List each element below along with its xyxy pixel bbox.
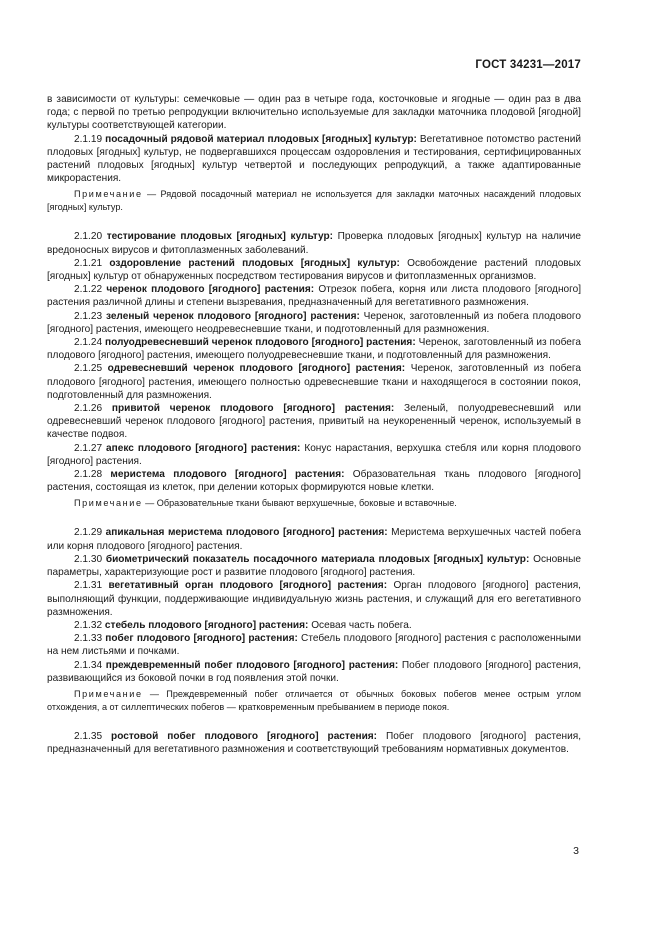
- term-2-1-30: 2.1.30 биометрический показатель посадочного материала плодовых [ягодных] культур: Основные параметры, характеризующие рост и развитие плодового [ягодного] растения.: [47, 553, 581, 579]
- term-2-1-35: 2.1.35 ростовой побег плодового [ягодного] растения: Побег плодового [ягодного] растения, предназначенный для вегетативного размножения и соответствующий требованиям нормативных документов.: [47, 730, 581, 756]
- page-number: 3: [573, 845, 579, 857]
- term-2-1-20: 2.1.20 тестирование плодовых [ягодных] культур: Проверка плодовых [ягодных] культур на наличие вредоносных вирусов и фитоплазменных заболеваний.: [47, 231, 582, 256]
- term-2-1-32: 2.1.32 стебель плодового [ягодного] растения: Осевая часть побега.: [74, 619, 412, 631]
- paragraph-continuation: в зависимости от культуры: семечковые — один раз в четыре года, косточковые и ягодные — один раз в два года; с первой по третью репродукции включительно используемые для закладки маточника плодовой [ягодной] культуры соответствующей категории.: [47, 94, 581, 132]
- note: Примечание — Образовательные ткани бывают верхушечные, боковые и вставочные.: [74, 498, 457, 509]
- note: Примечание — Преждевременный побег отличается от обычных боковых побегов менее острым углом отхождения, а от силлептических побегов — кратковременным пребыванием в периоде покоя.: [47, 688, 581, 712]
- term-2-1-23: 2.1.23 зеленый черенок плодового [ягодного] растения: Черенок, заготовленный из побега плодового [ягодного] растения, имеющего неодревесневшие ткани, и подготовленный для размножения.: [47, 310, 581, 335]
- term-2-1-24: 2.1.24 полуодревесневший черенок плодового [ягодного] растения: Черенок, заготовленный из побега плодового [ягодного] растения, имеющего полуодревесневшие ткани, и подготовленный для размножения.: [47, 337, 581, 362]
- term-2-1-26: 2.1.26 привитой черенок плодового [ягодного] растения: Зеленый, полуодревесневший или одревесневший черенок плодового [ягодного] растения, привитый на неукорененный черенок, используемый в качестве подвоя.: [47, 403, 581, 441]
- document-body: [47, 93, 581, 756]
- term-2-1-22: 2.1.22 черенок плодового [ягодного] растения: Отрезок побега, корня или листа плодового [ягодного] растения различной длины и степени вызревания, предназначенный для вегетативного размножения.: [47, 284, 582, 309]
- term-2-1-31: 2.1.31 вегетативный орган плодового [ягодного] растения: Орган плодового [ягодного] растения, выполняющий функции, поддерживающие индивидуальную жизнь растения, и служащий для его вегетативного размножения.: [47, 580, 581, 618]
- note: Примечание — Рядовой посадочный материал не используется для закладки маточных насаждений плодовых [ягодных] культур.: [47, 189, 581, 213]
- term-2-1-27: 2.1.27 апекс плодового [ягодного] растения: Конус нарастания, верхушка стебля или корня плодового [ягодного] растения.: [47, 442, 581, 467]
- term-2-1-34: 2.1.34 преждевременный побег плодового [ягодного] растения: Побег плодового [ягодного] растения, развивающийся из боковой почки в год появления этой почки.: [47, 659, 582, 684]
- term-2-1-21: 2.1.21 оздоровление растений плодовых [ягодных] культур: Освобождение растений плодовых [ягодных] культур от обнаруженных посредством тестирования вирусов и фитоплазменных организмов.: [47, 257, 581, 283]
- term-2-1-28: 2.1.28 меристема плодового [ягодного] растения: Образовательная ткань плодового [ягодного] растения, состоящая из клеток, при делении которых формируются новые клетки.: [47, 469, 581, 494]
- term-2-1-19: 2.1.19 посадочный рядовой материал плодовых [ягодных] культур: Вегетативное потомство растений плодовых [ягодных] культур, не подвергавшихся процессам оздоровления и тестирования, сертифицированных растений плодовых [ягодных] культур четвертой и последующих репродукций, а также адаптированные микрорастения.: [47, 133, 581, 185]
- standard-title: ГОСТ 34231—2017: [475, 59, 581, 71]
- term-2-1-29: 2.1.29 апикальная меристема плодового [ягодного] растения: Меристема верхушечных частей побега или корня плодового [ягодного] растения.: [47, 527, 581, 552]
- term-2-1-33: 2.1.33 побег плодового [ягодного] растения: Стебель плодового [ягодного] растения с расположенными на нем листьями и почками.: [47, 633, 582, 658]
- term-2-1-25: 2.1.25 одревесневший черенок плодового [ягодного] растения: Черенок, заготовленный из побега плодового [ягодного] растения, имеющего полностью одревесневшие ткани и находящегося в состоянии покоя, подготовленный для размножения.: [47, 363, 581, 401]
